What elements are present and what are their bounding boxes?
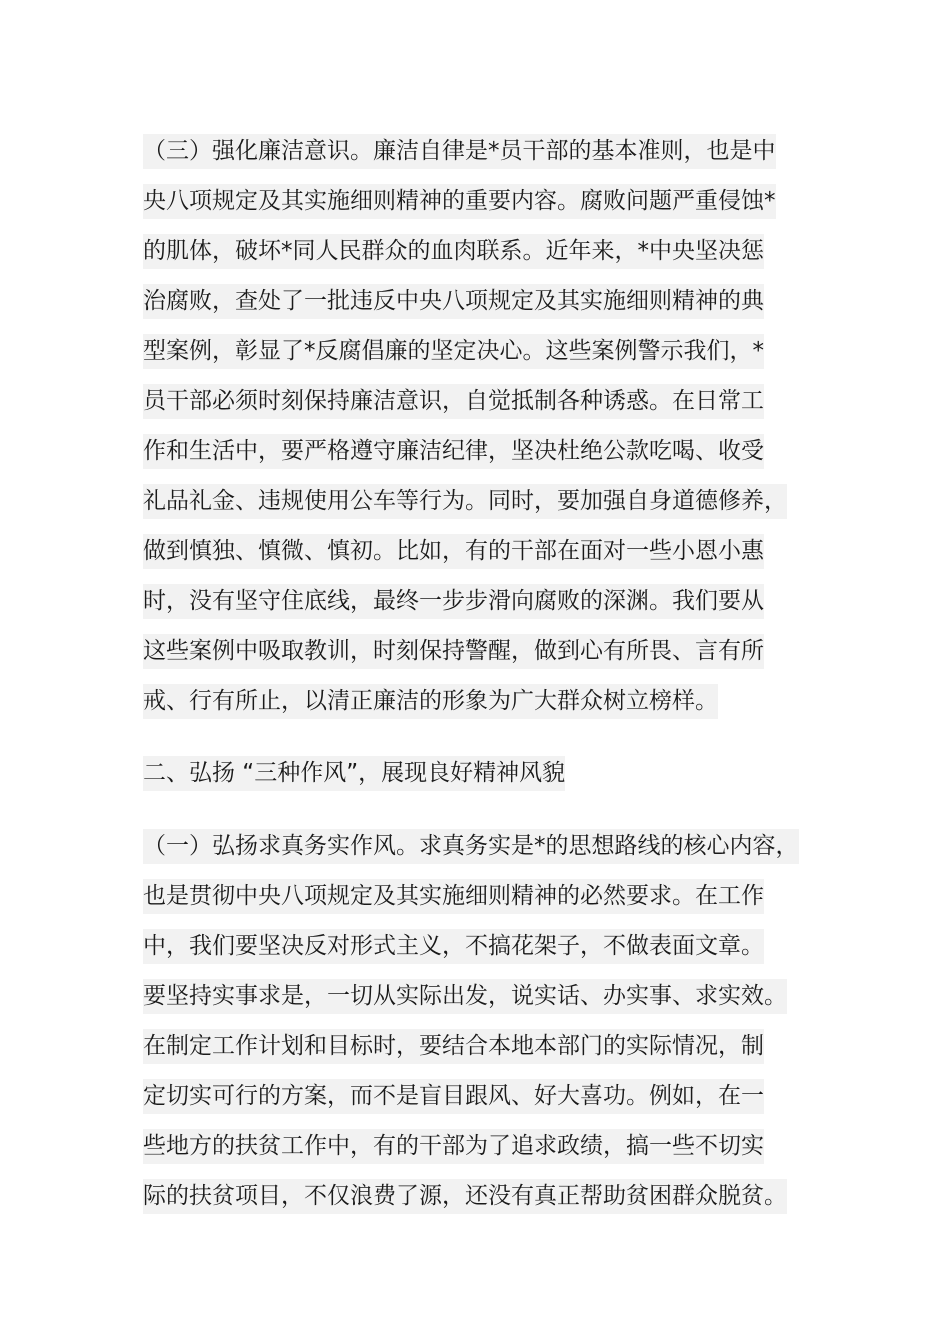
text-line (143, 821, 799, 871)
line-text: 些地方的扶贫工作中，有的干部为了追求政绩，搞一些不切实 (143, 1129, 764, 1164)
heading-line (143, 748, 565, 798)
line-text: 这些案例中吸取教训，时刻保持警醒，做到心有所畏、言有所 (143, 634, 764, 669)
line-text: 作和生活中，要严格遵守廉洁纪律，坚决杜绝公款吃喝、收受 (143, 434, 764, 469)
line-text: 央八项规定及其实施细则精神的重要内容。腐败问题严重侵蚀* (143, 184, 776, 219)
text-line (143, 871, 799, 921)
line-text: 员干部必须时刻保持廉洁意识，自觉抵制各种诱惑。在日常工 (143, 384, 764, 419)
line-text: 在制定工作计划和目标时，要结合本地本部门的实际情况，制 (143, 1029, 764, 1064)
line-text: 礼品礼金、违规使用公车等行为。同时，要加强自身道德修养， (143, 484, 787, 519)
line-text: 际的扶贫项目，不仅浪费了源，还没有真正帮助贫困群众脱贫。 (143, 1179, 787, 1214)
text-line (143, 676, 787, 726)
line-text: 型案例，彰显了*反腐倡廉的坚定决心。这些案例警示我们，* (143, 334, 764, 369)
text-line (143, 476, 787, 526)
text-line (143, 276, 787, 326)
text-line (143, 376, 787, 426)
paragraph-strengthen-integrity (143, 126, 787, 726)
line-text: 定切实可行的方案，而不是盲目跟风、好大喜功。例如，在一 (143, 1079, 764, 1114)
text-line (143, 426, 787, 476)
line-text: 要坚持实事求是，一切从实际出发，说实话、办实事、求实效。 (143, 979, 787, 1014)
text-line (143, 1071, 799, 1121)
text-line (143, 1171, 799, 1221)
line-text: 戒、行有所止，以清正廉洁的形象为广大群众树立榜样。 (143, 684, 718, 719)
line-text: 时，没有坚守住底线，最终一步步滑向腐败的深渊。我们要从 (143, 584, 764, 619)
line-text: （三）强化廉洁意识。廉洁自律是*员干部的基本准则，也是中 (143, 134, 776, 169)
heading-text: 二、弘扬 “三种作风”，展现良好精神风貌 (143, 756, 565, 791)
text-line (143, 176, 787, 226)
text-line (143, 226, 787, 276)
text-line (143, 526, 787, 576)
line-text: 治腐败，查处了一批违反中央八项规定及其实施细则精神的典 (143, 284, 764, 319)
text-line (143, 126, 787, 176)
line-text: 做到慎独、慎微、慎初。比如，有的干部在面对一些小恩小惠 (143, 534, 764, 569)
text-line (143, 326, 787, 376)
text-line (143, 971, 799, 1021)
section-heading (143, 748, 565, 798)
line-text: （一）弘扬求真务实作风。求真务实是*的思想路线的核心内容， (143, 829, 799, 864)
text-line (143, 576, 787, 626)
line-text: 也是贯彻中央八项规定及其实施细则精神的必然要求。在工作 (143, 879, 764, 914)
text-line (143, 1121, 799, 1171)
paragraph-seek-truth (143, 821, 799, 1221)
text-line (143, 1021, 799, 1071)
line-text: 中，我们要坚决反对形式主义，不搞花架子，不做表面文章。 (143, 929, 764, 964)
text-line (143, 921, 799, 971)
line-text: 的肌体，破坏*同人民群众的血肉联系。近年来，*中央坚决惩 (143, 234, 764, 269)
text-line (143, 626, 787, 676)
